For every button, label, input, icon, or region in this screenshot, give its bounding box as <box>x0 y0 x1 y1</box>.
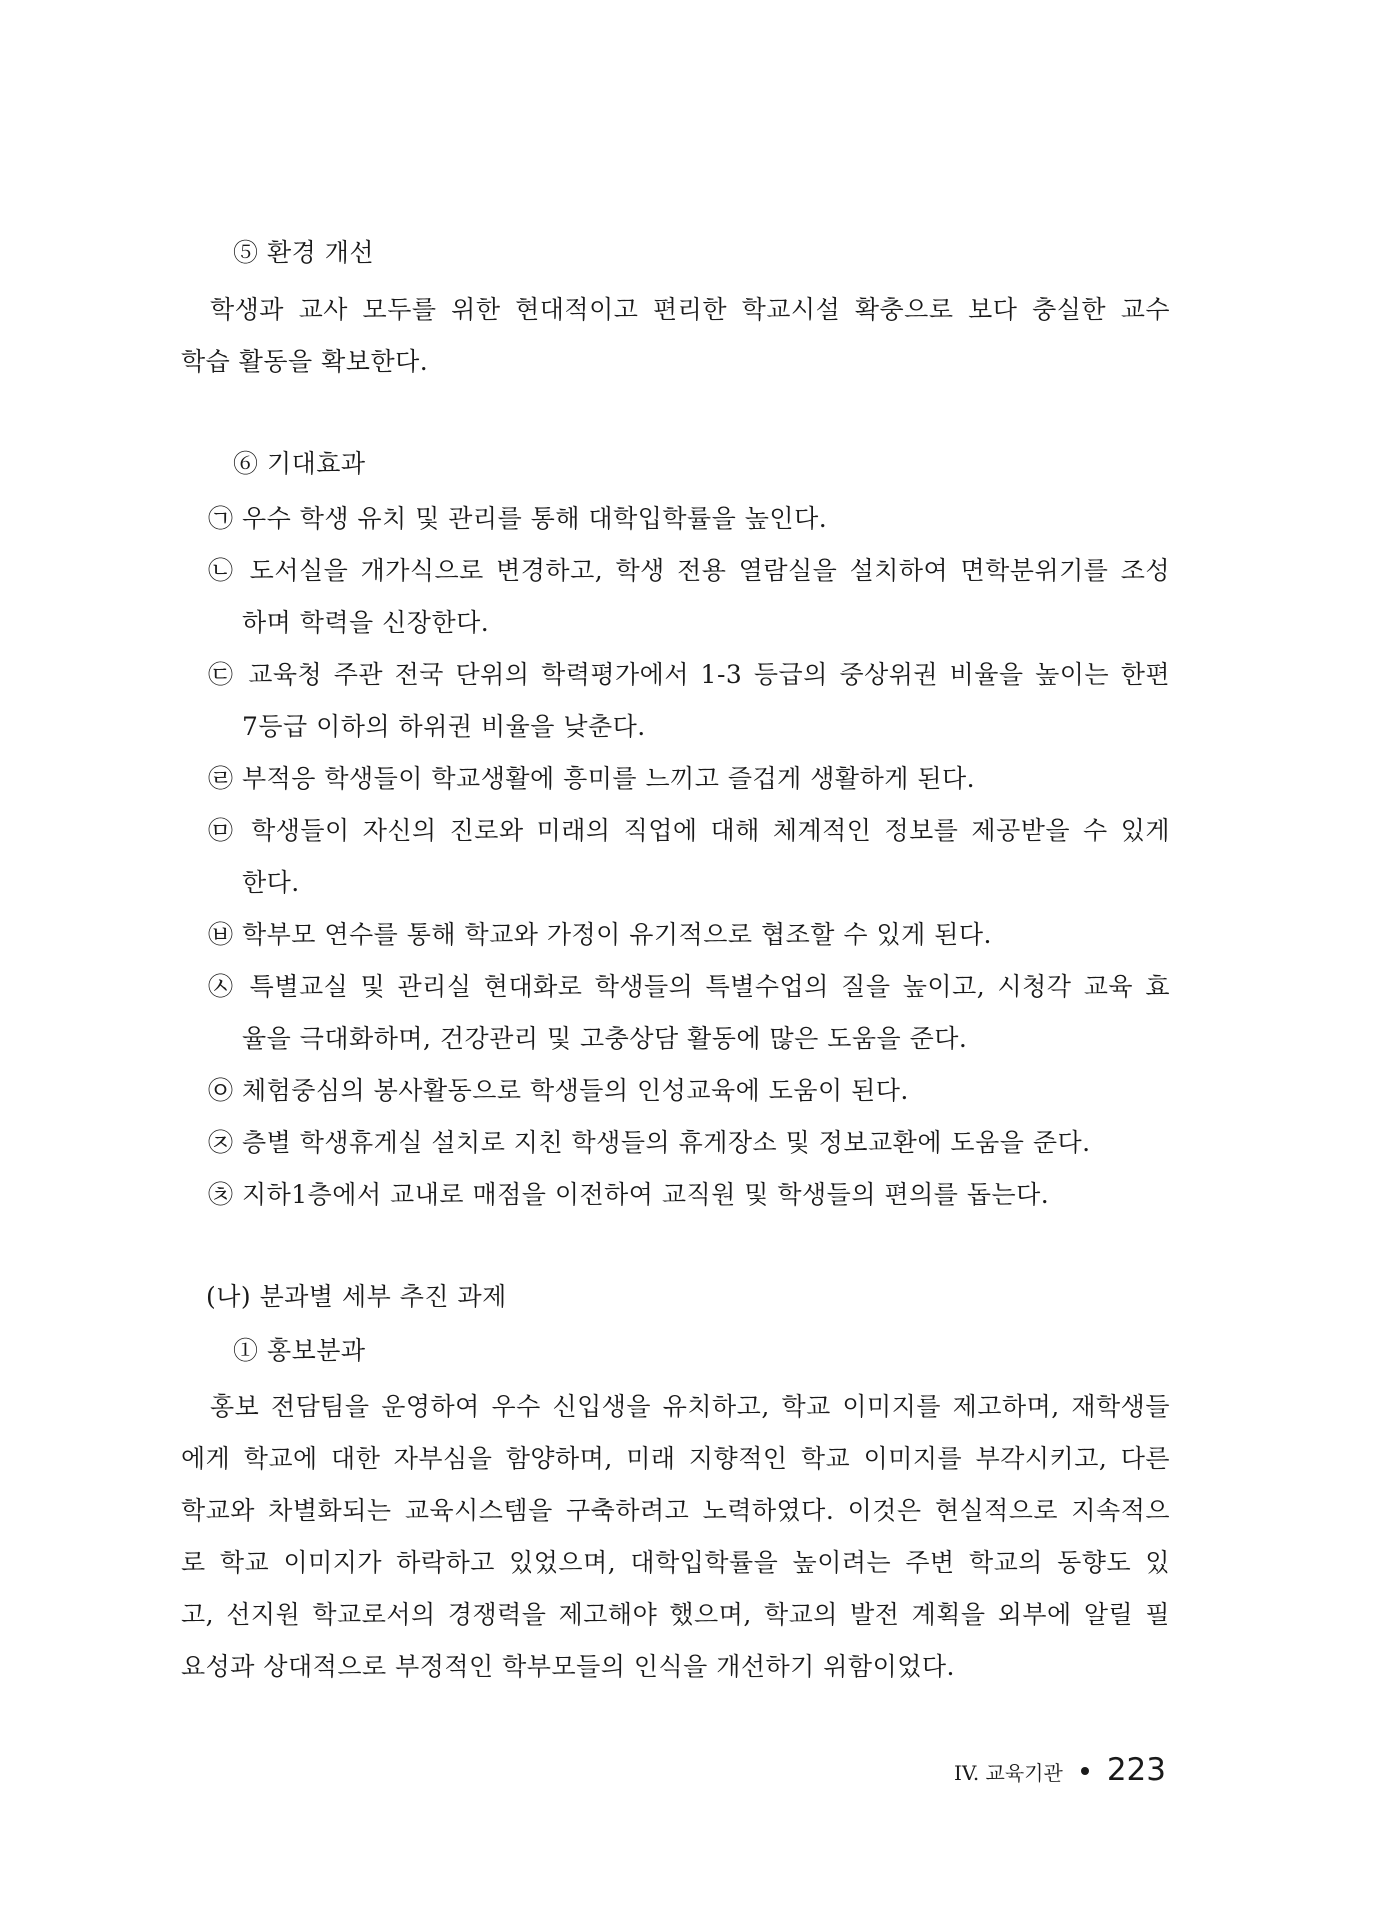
footer-section-title: IV. 교육기관 <box>953 1761 1063 1785</box>
subsection-heading: ① 홍보분과 <box>233 1336 366 1365</box>
footer-bullet-icon <box>1081 1767 1089 1775</box>
list-item: ㉡ 도서실을 개가식으로 변경하고, 학생 전용 열람실을 설치하여 면학분위기를 조성 <box>208 556 1170 585</box>
list-item-continuation: 7등급 이하의 하위권 비율을 낮춘다. <box>242 712 646 741</box>
list-item: ㉦ 특별교실 및 관리실 현대화로 학생들의 특별수업의 질을 높이고, 시청각 교육 효 <box>208 972 1170 1001</box>
list-item: ㉢ 교육청 주관 전국 단위의 학력평가에서 1-3 등급의 중상위권 비율을 높이는 한편 <box>208 660 1170 689</box>
paragraph-line: 에게 학교에 대한 자부심을 함양하며, 미래 지향적인 학교 이미지를 부각시키고, 다른 <box>181 1444 1170 1473</box>
list-item-continuation: 하며 학력을 신장한다. <box>242 608 490 637</box>
list-item: ㉧ 체험중심의 봉사활동으로 학생들의 인성교육에 도움이 된다. <box>208 1076 909 1105</box>
paragraph-line: 고, 선지원 학교로서의 경쟁력을 제고해야 했으며, 학교의 발전 계획을 외부에 알릴 필 <box>181 1600 1170 1629</box>
paragraph-line: 홍보 전담팀을 운영하여 우수 신입생을 유치하고, 학교 이미지를 제고하며, 재학생들 <box>210 1392 1170 1421</box>
section-heading: (나) 분과별 세부 추진 과제 <box>206 1282 507 1311</box>
list-item: ㉨ 층별 학생휴게실 설치로 지친 학생들의 휴게장소 및 정보교환에 도움을 준다. <box>208 1128 1091 1157</box>
list-item: ㉠ 우수 학생 유치 및 관리를 통해 대학입학률을 높인다. <box>208 504 828 533</box>
heading-environment: ⑤ 환경 개선 <box>233 238 374 267</box>
paragraph-line: 학교와 차별화되는 교육시스템을 구축하려고 노력하였다. 이것은 현실적으로 지속적으 <box>181 1496 1170 1525</box>
list-item: ㉤ 학생들이 자신의 진로와 미래의 직업에 대해 체계적인 정보를 제공받을 수 있게 <box>208 816 1170 845</box>
paragraph-line: 학생과 교사 모두를 위한 현대적이고 편리한 학교시설 확충으로 보다 충실한 교수 <box>210 295 1170 324</box>
page-number: 223 <box>1106 1752 1166 1788</box>
heading-expected-effects: ⑥ 기대효과 <box>233 449 366 478</box>
paragraph-line: 학습 활동을 확보한다. <box>181 347 429 376</box>
list-item-continuation: 율을 극대화하며, 건강관리 및 고충상담 활동에 많은 도움을 준다. <box>242 1024 968 1053</box>
list-item: ㉥ 학부모 연수를 통해 학교와 가정이 유기적으로 협조할 수 있게 된다. <box>208 920 992 949</box>
list-item: ㉣ 부적응 학생들이 학교생활에 흥미를 느끼고 즐겁게 생활하게 된다. <box>208 764 976 793</box>
list-item: ㉩ 지하1층에서 교내로 매점을 이전하여 교직원 및 학생들의 편의를 돕는다. <box>208 1180 1050 1209</box>
list-item-continuation: 한다. <box>242 868 300 897</box>
page-footer <box>954 1752 1166 1788</box>
paragraph-line: 요성과 상대적으로 부정적인 학부모들의 인식을 개선하기 위함이었다. <box>181 1652 955 1681</box>
paragraph-line: 로 학교 이미지가 하락하고 있었으며, 대학입학률을 높이려는 주변 학교의 동향도 있 <box>181 1548 1170 1577</box>
